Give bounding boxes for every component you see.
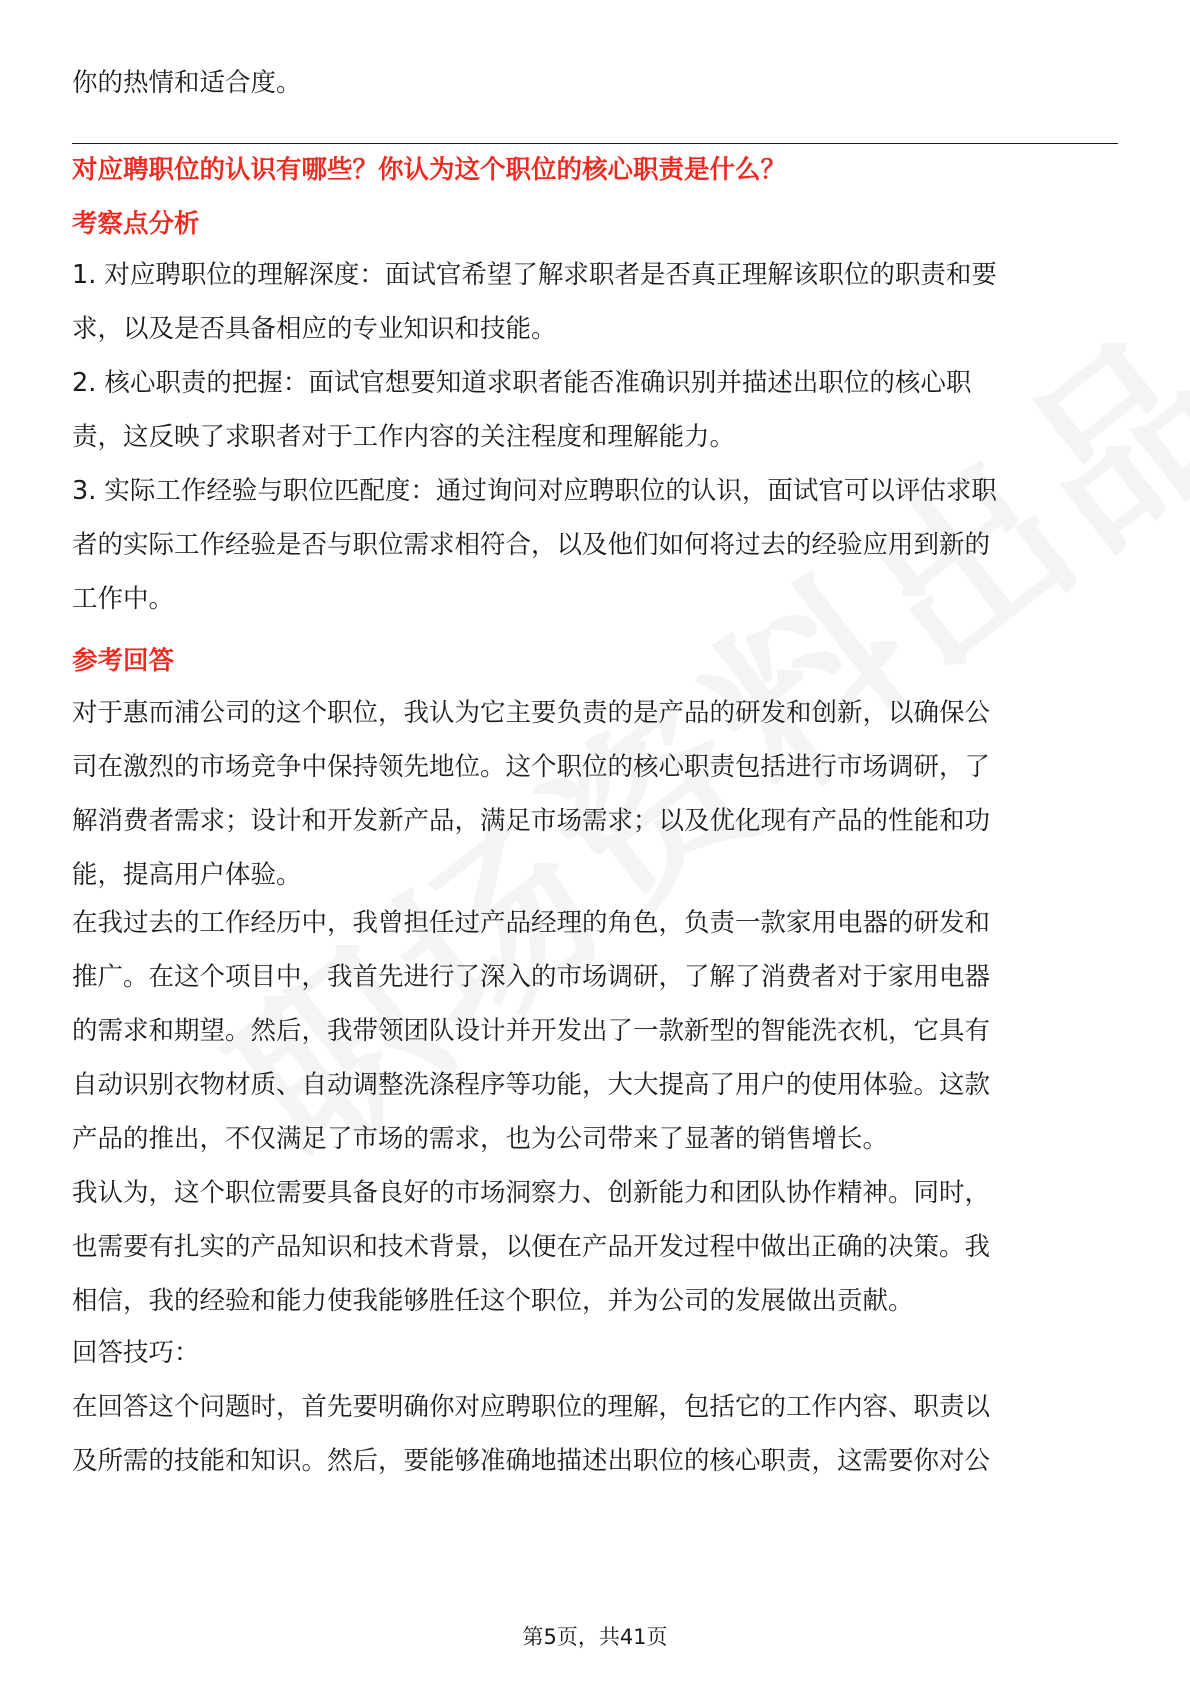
text-line: 也需要有扎实的产品知识和技术背景，以便在产品开发过程中做出正确的决策。我	[72, 1232, 991, 1262]
text-line: 求，以及是否具备相应的专业知识和技能。	[72, 314, 557, 344]
page-number: 第5页，共41页	[522, 1625, 668, 1649]
text-line: 责，这反映了求职者对于工作内容的关注程度和理解能力。	[72, 422, 736, 452]
text-line: 能，提高用户体验。	[72, 860, 302, 890]
text-line: 在回答这个问题时，首先要明确你对应聘职位的理解，包括它的工作内容、职责以	[72, 1392, 991, 1422]
text-line: 相信，我的经验和能力使我能够胜任这个职位，并为公司的发展做出贡献。	[72, 1286, 914, 1316]
text-line: 1. 对应聘职位的理解深度：面试官希望了解求职者是否真正理解该职位的职责和要	[72, 260, 997, 290]
text-line: 自动识别衣物材质、自动调整洗涤程序等功能，大大提高了用户的使用体验。这款	[72, 1070, 991, 1100]
section-divider	[72, 143, 1118, 144]
analysis-heading: 考察点分析	[72, 209, 200, 239]
question-heading: 对应聘职位的认识有哪些？你认为这个职位的核心职责是什么？	[72, 155, 787, 185]
text-line: 在我过去的工作经历中，我曾担任过产品经理的角色，负责一款家用电器的研发和	[72, 908, 991, 938]
text-line: 你的热情和适合度。	[72, 68, 302, 98]
text-line: 2. 核心职责的把握：面试官想要知道求职者能否准确识别并描述出职位的核心职	[72, 368, 972, 398]
text-line: 我认为，这个职位需要具备良好的市场洞察力、创新能力和团队协作精神。同时，	[72, 1178, 991, 1208]
text-line: 司在激烈的市场竞争中保持领先地位。这个职位的核心职责包括进行市场调研，了	[72, 752, 991, 782]
text-line: 者的实际工作经验是否与职位需求相符合，以及他们如何将过去的经验应用到新的	[72, 530, 991, 560]
text-line: 解消费者需求；设计和开发新产品，满足市场需求；以及优化现有产品的性能和功	[72, 806, 991, 836]
text-line: 对于惠而浦公司的这个职位，我认为它主要负责的是产品的研发和创新，以确保公	[72, 698, 991, 728]
reference-answer-heading: 参考回答	[72, 646, 175, 676]
text-line: 的需求和期望。然后，我带领团队设计并开发出了一款新型的智能洗衣机，它具有	[72, 1016, 991, 1046]
text-line: 工作中。	[72, 584, 175, 614]
text-line: 及所需的技能和知识。然后，要能够准确地描述出职位的核心职责，这需要你对公	[72, 1446, 991, 1476]
text-line: 推广。在这个项目中，我首先进行了深入的市场调研，了解了消费者对于家用电器	[72, 962, 991, 992]
text-line: 回答技巧：	[72, 1338, 200, 1368]
text-line: 3. 实际工作经验与职位匹配度：通过询问对应聘职位的认识，面试官可以评估求职	[72, 476, 997, 506]
text-line: 产品的推出，不仅满足了市场的需求，也为公司带来了显著的销售增长。	[72, 1124, 889, 1154]
